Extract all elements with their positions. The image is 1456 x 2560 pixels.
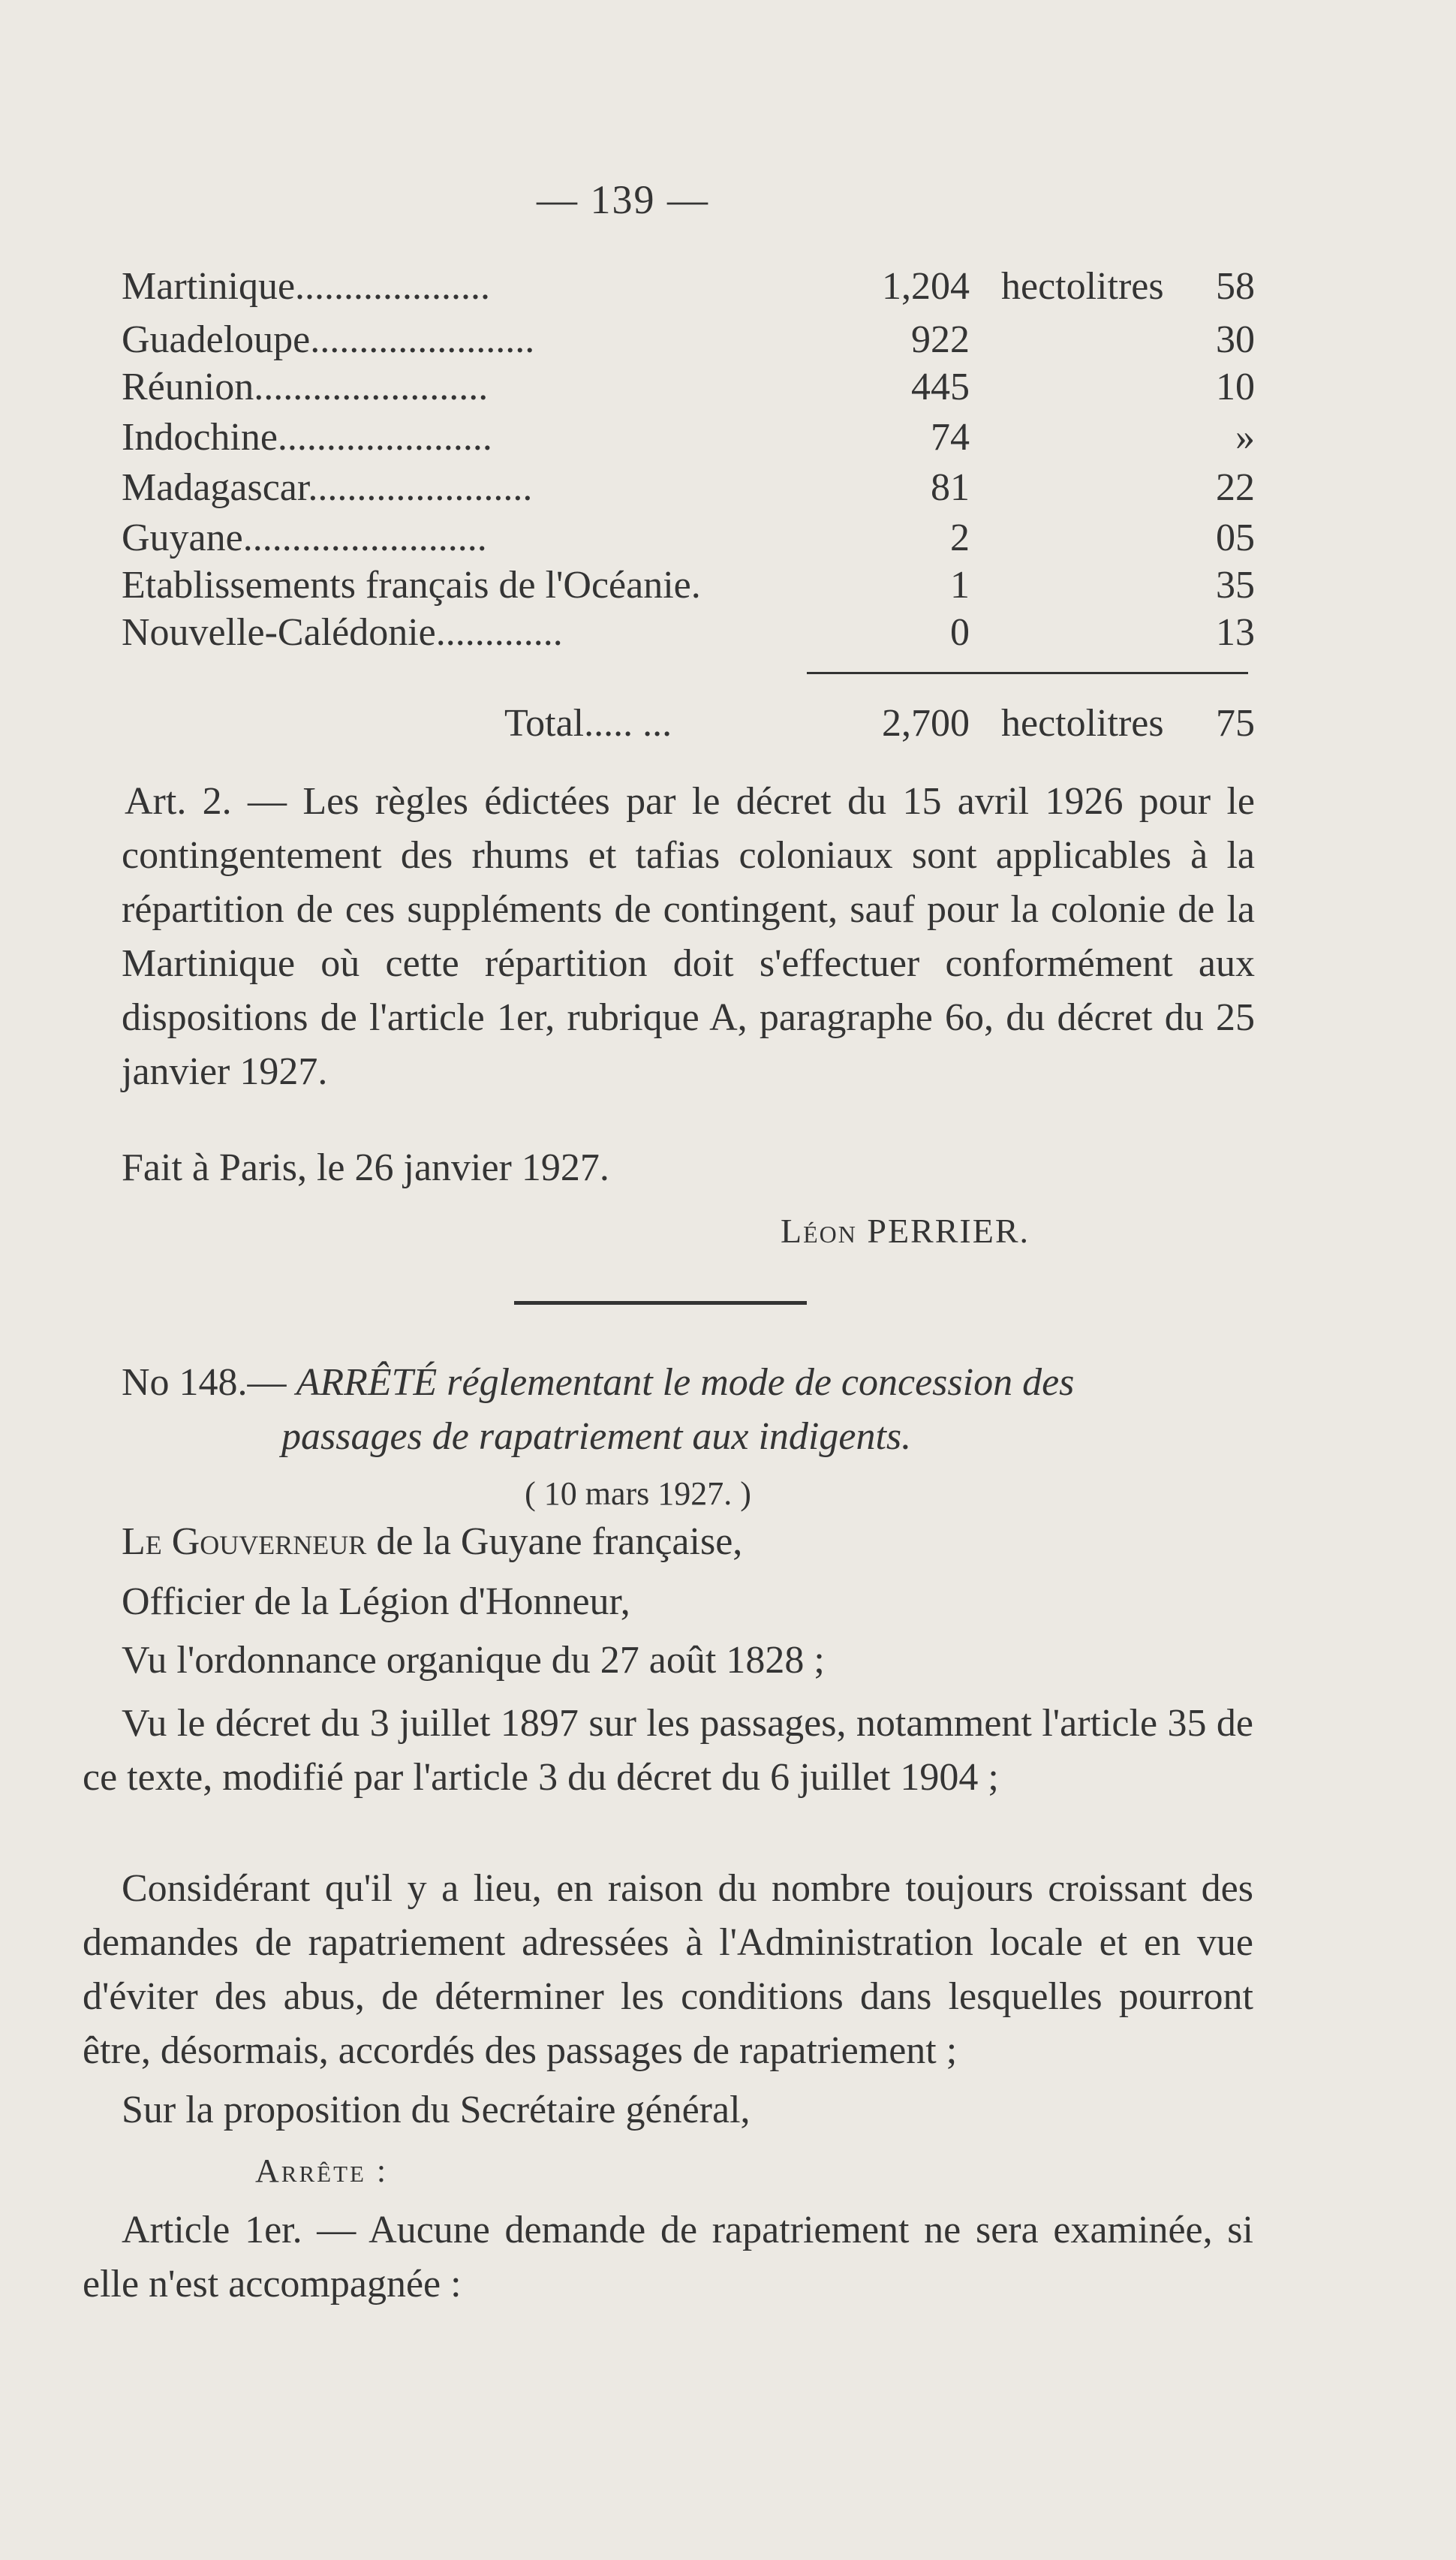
table-row: [122, 360, 1255, 415]
gouverneur-rest: de la Guyane française,: [376, 1520, 743, 1563]
colony-name: Madagascar.......................: [122, 466, 533, 509]
quantity: 74: [931, 416, 970, 459]
table-row: [122, 410, 1255, 465]
fraction: 05: [1216, 517, 1255, 559]
total-unit: hectolitres: [1001, 702, 1164, 745]
colony-name: Martinique....................: [122, 265, 491, 308]
total-row: [122, 696, 1255, 751]
fraction: »: [1235, 416, 1255, 459]
fait-a-paris: Fait à Paris, le 26 janvier 1927.: [122, 1146, 609, 1189]
article-1-paragraph: Article 1er. — Aucune demande de rapatriement ne sera examinée, si elle n'est accompagnée :: [83, 2209, 1253, 2306]
article-2-paragraph: Art. 2. — Les règles édictées par le décret du 15 avril 1926 pour le contingentement des rhums et tafias coloniaux sont applicables à la répartition de ces suppléments de contingent, sauf pour la colonie de la Martinique où cette répartition doit s'effectuer conformément aux dispositions de l'article 1er, rubrique A, paragraphe 6o, du décret du 25 janvier 1927.: [122, 780, 1255, 1093]
decree-heading: [122, 1356, 1255, 1410]
quantity: 445: [911, 366, 970, 408]
sur-la-proposition: Sur la proposition du Secrétaire général,: [122, 2089, 751, 2131]
officier-line: Officier de la Légion d'Honneur,: [122, 1580, 630, 1623]
vu-ordonnance: Vu l'ordonnance organique du 27 août 1828 ;: [122, 1639, 825, 1682]
fraction: 22: [1216, 466, 1255, 509]
colony-name: Guyane.........................: [122, 517, 487, 559]
table-row: [122, 605, 1255, 661]
gouverneur-title: Le Gouverneur: [122, 1520, 367, 1563]
total-quantity: 2,700: [882, 702, 970, 745]
fraction: 13: [1216, 611, 1255, 654]
colony-name: Etablissements français de l'Océanie.: [122, 564, 701, 607]
quantity: 0: [950, 611, 970, 654]
decree-date: ( 10 mars 1927. ): [525, 1475, 751, 1512]
considerant-paragraph: Considérant qu'il y a lieu, en raison du nombre toujours croissant des demandes de rapatriement adressées à l'Administration locale et en vue d'éviter des abus, de déterminer les conditions dans lesquelles pourront être, désormais, accordés des passages de rapatriement ;: [83, 1867, 1253, 2072]
section-divider: [514, 1301, 807, 1305]
colony-name: Réunion........................: [122, 366, 489, 408]
fraction: 30: [1216, 318, 1255, 361]
vu-decret: Vu le décret du 3 juillet 1897 sur les passages, notamment l'article 35 de ce texte, modifié par l'article 3 du décret du 6 juillet 1904 ;: [83, 1702, 1253, 1799]
decree-title-line-2: passages de rapatriement aux indigents.: [281, 1415, 912, 1458]
fraction: 35: [1216, 564, 1255, 607]
colony-name: Guadeloupe.......................: [122, 318, 535, 361]
quantity: 1: [950, 564, 970, 607]
gouverneur-line: [122, 1515, 1255, 1569]
unit: hectolitres: [1001, 265, 1164, 308]
table-row: [122, 259, 1255, 315]
total-label: Total..... ...: [504, 702, 672, 745]
total-rule: [807, 672, 1248, 674]
colony-name: Indochine......................: [122, 416, 492, 459]
quantity: 1,204: [882, 265, 970, 308]
total-fraction: 75: [1216, 702, 1255, 745]
quantity: 922: [911, 318, 970, 361]
quantity: 2: [950, 517, 970, 559]
table-row: [122, 460, 1255, 516]
colony-name: Nouvelle-Calédonie.............: [122, 611, 563, 654]
decree-number: No 148.—: [122, 1361, 287, 1404]
quantity: 81: [931, 466, 970, 509]
page-number: — 139 —: [537, 177, 709, 222]
signature: Léon PERRIER.: [781, 1212, 1030, 1250]
decree-title-line-1: ARRÊTÉ réglementant le mode de concession des: [296, 1361, 1075, 1404]
fraction: 10: [1216, 366, 1255, 408]
arrete-heading: Arrête :: [255, 2152, 389, 2189]
fraction: 58: [1216, 265, 1255, 308]
